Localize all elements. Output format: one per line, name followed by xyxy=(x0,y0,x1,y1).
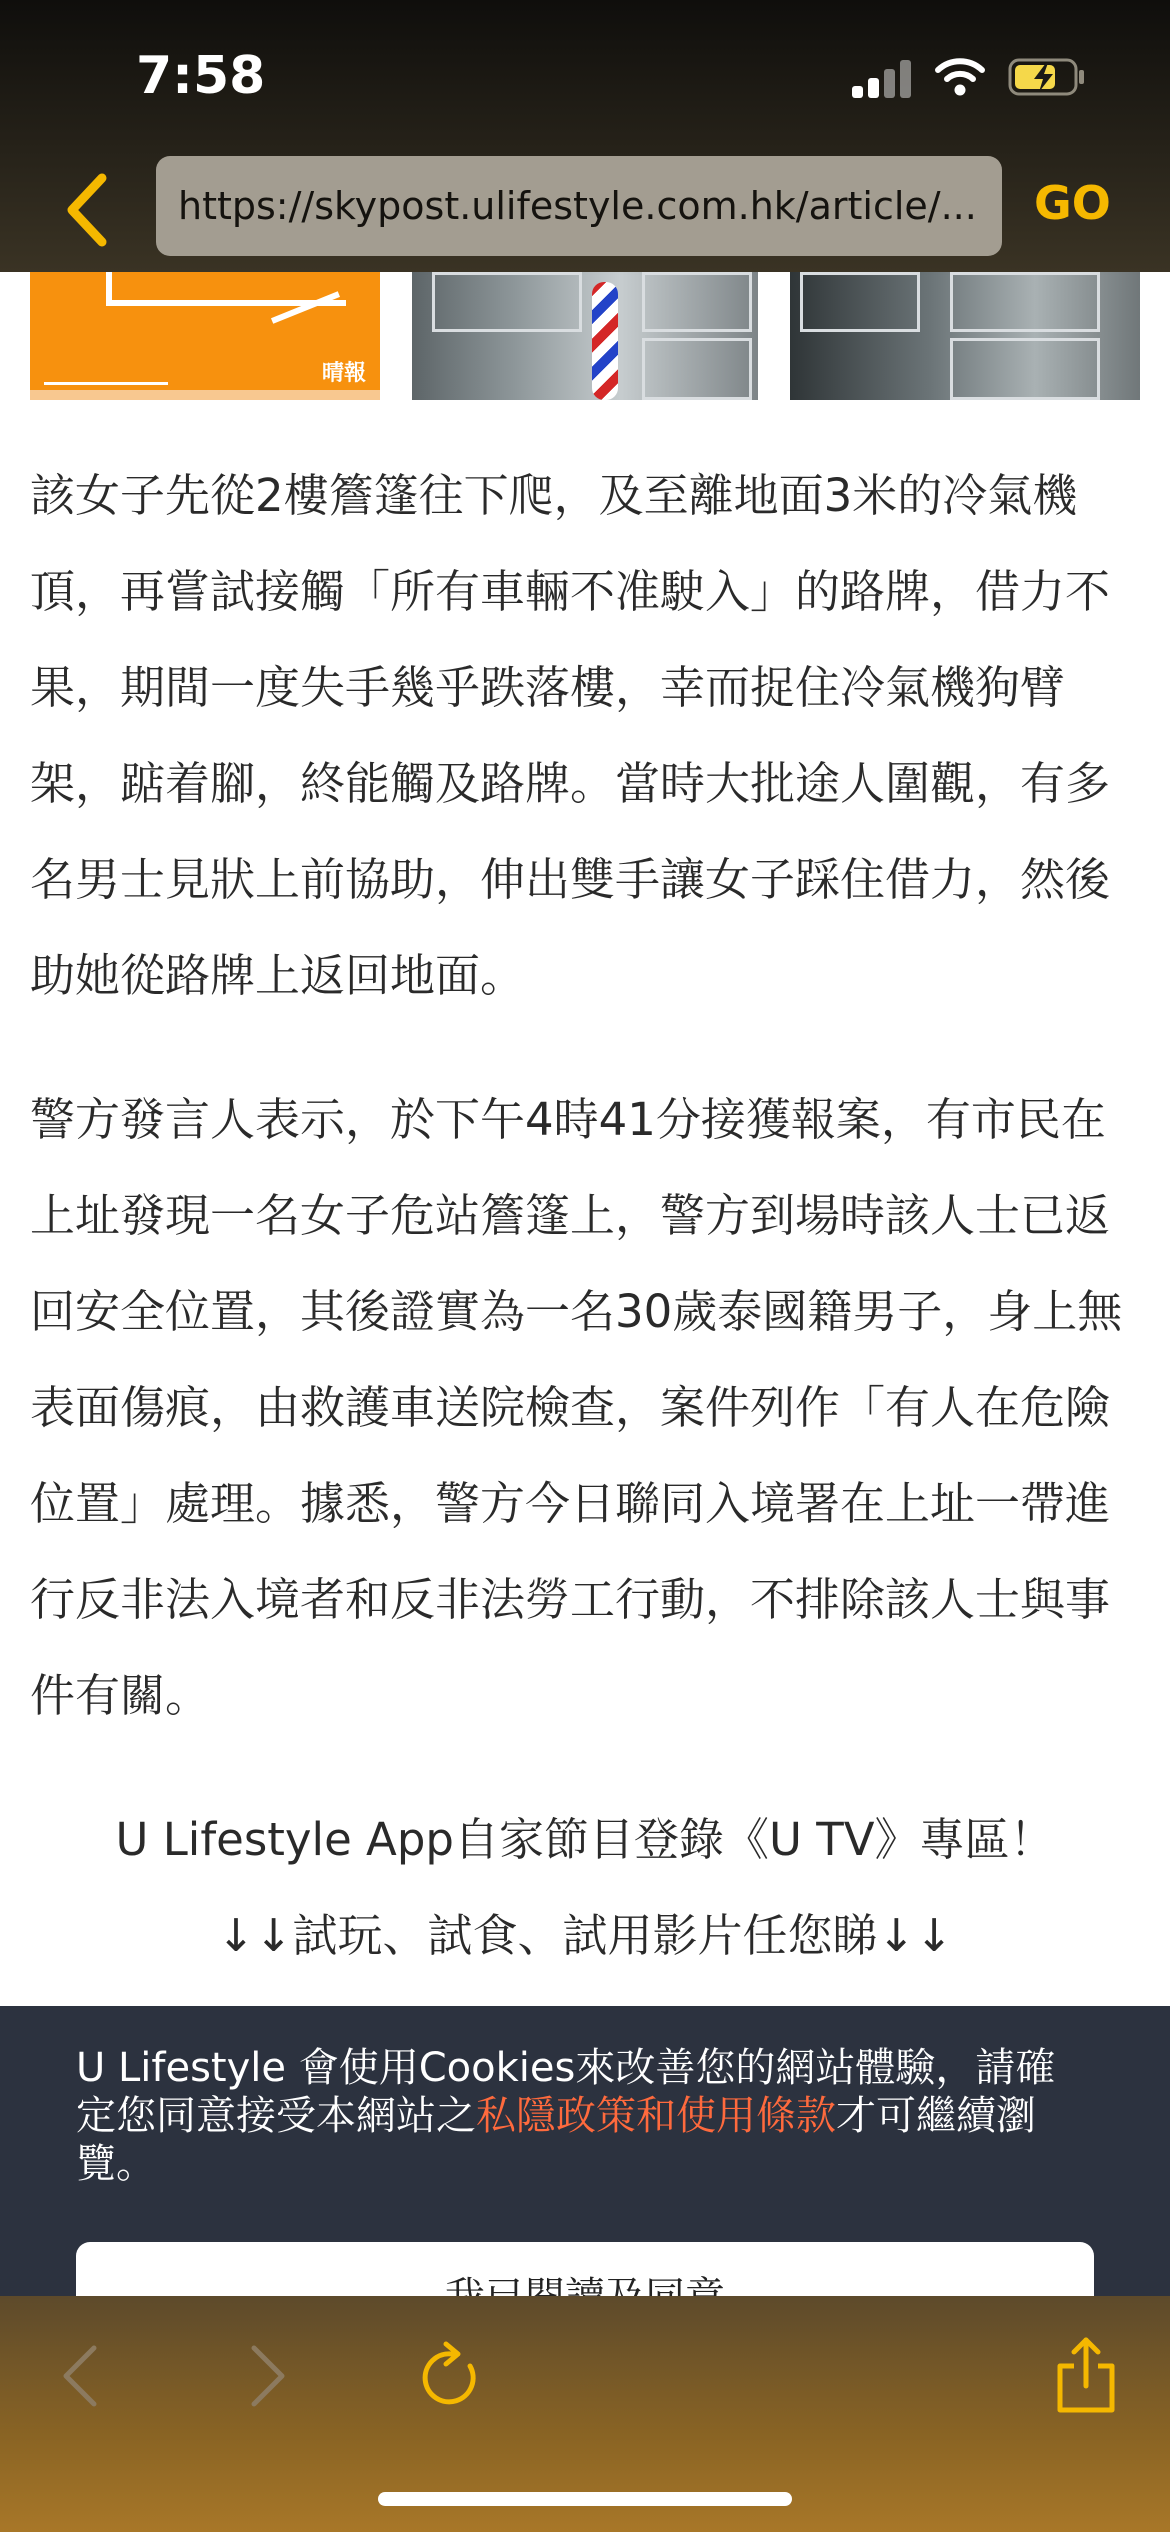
article-paragraph: 該女子先從2樓簷篷往下爬，及至離地面3米的冷氣機頂，再嘗試接觸「所有車輛不准駛入」的路牌，借力不果，期間一度失手幾乎跌落樓，幸而捉住冷氣機狗臂架，踮着腳，終能觸及路牌。當時大批途人圍觀，有多名男士見狀上前協助，伸出雙手讓女子踩住借力，然後助她從路牌上返回地面。 xyxy=(30,469,1111,1002)
cookie-banner xyxy=(0,2006,1170,2296)
article-image-graphic[interactable] xyxy=(30,272,380,400)
article-image-building[interactable] xyxy=(790,272,1140,400)
newspaper-logo: 晴報 xyxy=(322,361,367,386)
battery-icon xyxy=(1008,58,1088,96)
url-back-chevron-icon[interactable] xyxy=(58,170,118,250)
cellular-signal-icon xyxy=(852,58,914,98)
browser-top-bar xyxy=(0,0,1170,272)
url-field[interactable]: https://skypost.ulifestyle.com.hk/article/... xyxy=(156,156,1002,256)
browser-bottom-toolbar xyxy=(0,2296,1170,2532)
privacy-policy-link[interactable]: 私隱政策和使用條款 xyxy=(476,2093,836,2139)
article-image-barber-pole[interactable] xyxy=(412,272,758,400)
wifi-icon xyxy=(934,56,986,98)
promo-line: ↓↓試玩、試食、試用影片任您睇↓↓ xyxy=(217,1909,953,1962)
cookie-message: U Lifestyle 會使用Cookies來改善您的網站體驗，請確定您同意接受本網站之私隱政策和使用條款才可繼續瀏覽。 xyxy=(76,2045,1056,2187)
barber-pole xyxy=(592,282,618,400)
forward-chevron-icon[interactable] xyxy=(226,2336,306,2416)
promo-line: U Lifestyle App自家節目登錄《U TV》專區！ xyxy=(115,1813,1055,1866)
go-button[interactable]: GO xyxy=(1034,176,1111,230)
status-time: 7:58 xyxy=(136,46,266,106)
reload-icon[interactable] xyxy=(412,2336,492,2416)
home-indicator[interactable] xyxy=(378,2492,792,2506)
share-icon[interactable] xyxy=(1046,2336,1126,2416)
back-chevron-icon[interactable] xyxy=(42,2336,122,2416)
article-paragraph: 警方發言人表示，於下午4時41分接獲報案，有市民在上址發現一名女子危站簷篷上，警方到場時該人士已返回安全位置，其後證實為一名30歲泰國籍男子，身上無表面傷痕，由救護車送院檢查，案件列作「有人在危險位置」處理。據悉，警方今日聯同入境署在上址一帶進行反非法入境者和反非法勞工行動，不排除該人士與事件有關。 xyxy=(30,1093,1123,1722)
